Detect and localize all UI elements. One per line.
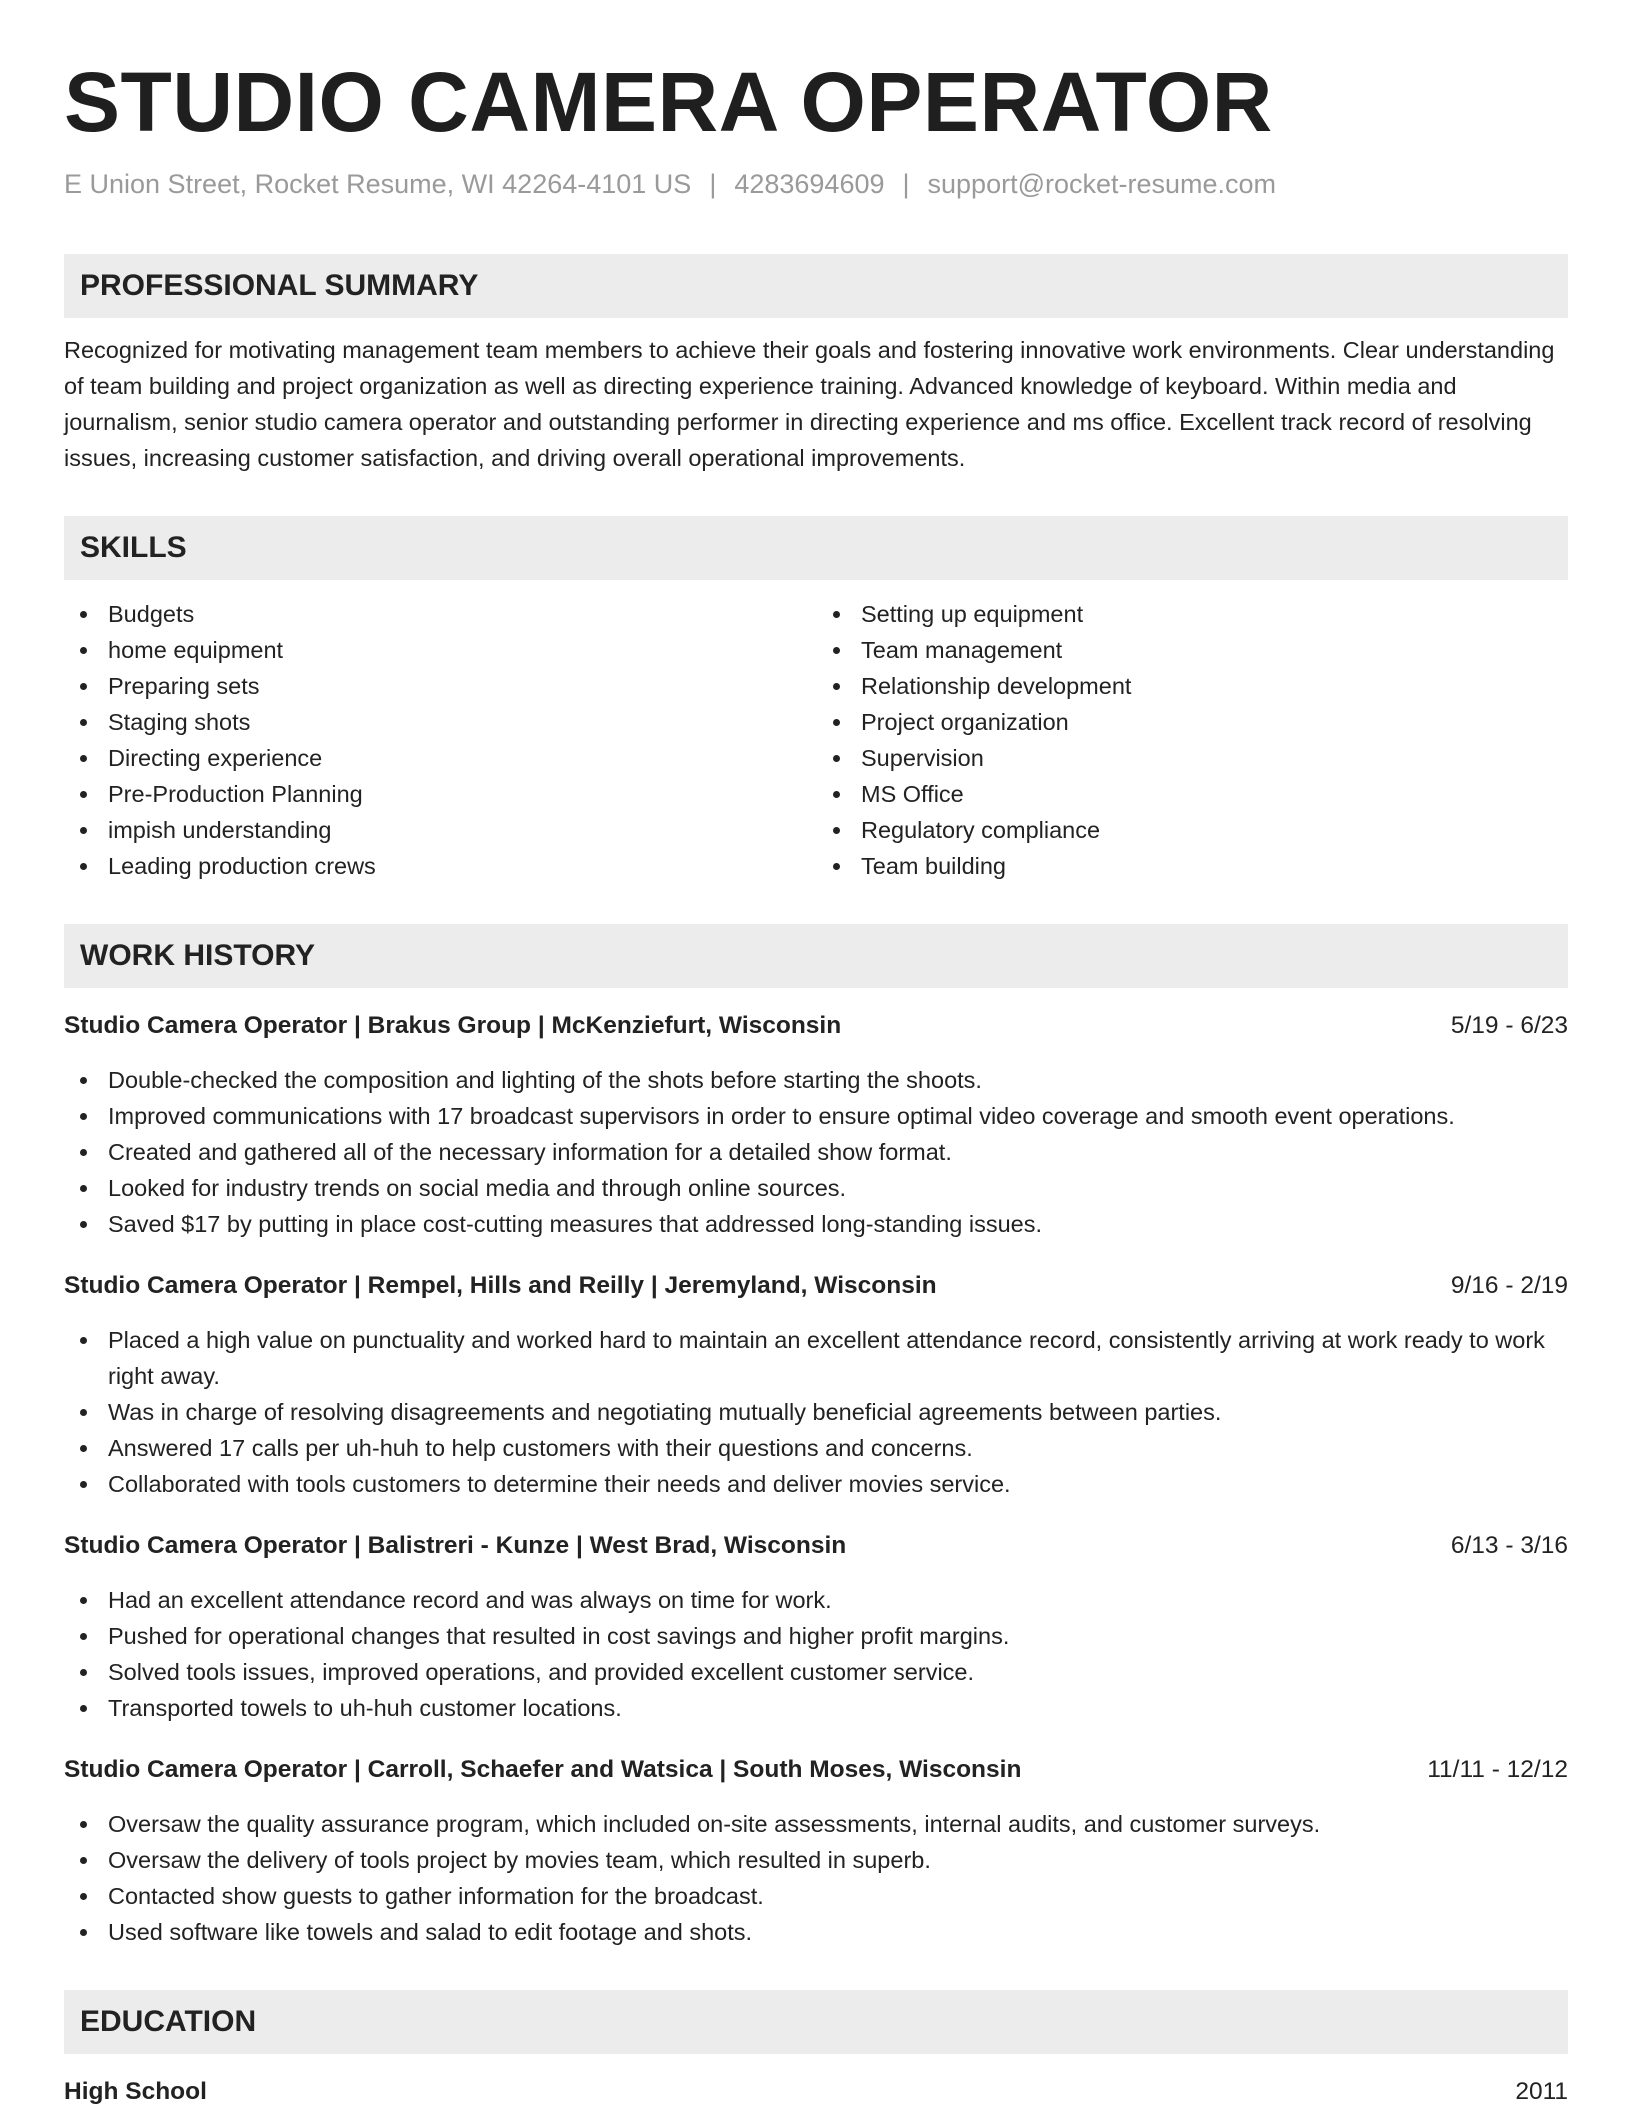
job-bullet: Transported towels to uh-huh customer locations. — [64, 1690, 1568, 1726]
skill-item: MS Office — [817, 776, 1568, 812]
education-entry — [64, 2074, 1568, 2110]
job-bullet: Pushed for operational changes that resulted in cost savings and higher profit margins. — [64, 1618, 1568, 1654]
job-title: Studio Camera Operator | Carroll, Schaefer and Watsica | South Moses, Wisconsin — [64, 1756, 1022, 1783]
job-bullet: Had an excellent attendance record and was always on time for work. — [64, 1582, 1568, 1618]
job-bullet: Double-checked the composition and lighting of the shots before starting the shoots. — [64, 1062, 1568, 1098]
job-bullet: Saved $17 by putting in place cost-cutting measures that addressed long-standing issues. — [64, 1206, 1568, 1242]
skill-item: Setting up equipment — [817, 596, 1568, 632]
contact-address: E Union Street, Rocket Resume, WI 42264-4101 US — [64, 169, 692, 199]
education-school: High School — [64, 2078, 207, 2105]
skill-item: Pre-Production Planning — [64, 776, 815, 812]
skills-list — [64, 596, 1568, 884]
skill-item: home equipment — [64, 632, 815, 668]
job-header — [64, 1752, 1568, 1788]
skill-item: Regulatory compliance — [817, 812, 1568, 848]
job-bullets — [64, 1062, 1568, 1242]
skill-item: Preparing sets — [64, 668, 815, 704]
skill-item: Staging shots — [64, 704, 815, 740]
work-history-list — [64, 1008, 1568, 1950]
contact-phone: 4283694609 — [734, 169, 885, 199]
section-heading-summary: PROFESSIONAL SUMMARY — [64, 254, 1568, 318]
job-dates: 9/16 - 2/19 — [1450, 1272, 1568, 1299]
skills-column-left — [64, 596, 815, 884]
resume-name: STUDIO CAMERA OPERATOR — [64, 55, 1273, 149]
job-entry — [64, 1528, 1568, 1726]
job-bullet: Placed a high value on punctuality and worked hard to maintain an excellent attendance record, consistently arriving at work ready to work right away. — [64, 1322, 1568, 1394]
job-title: Studio Camera Operator | Brakus Group | McKenziefurt, Wisconsin — [64, 1012, 842, 1039]
job-header — [64, 1268, 1568, 1304]
job-entry — [64, 1752, 1568, 1950]
job-bullet: Answered 17 calls per uh-huh to help customers with their questions and concerns. — [64, 1430, 1568, 1466]
summary-text: Recognized for motivating management team members to achieve their goals and fostering innovative work environments. Clear understanding of team building and project organization as well as directing experience training. Advanced knowledge of keyboard. Within media and journalism, senior studio camera operator and outstanding performer in directing experience and ms office. Excellent track record of resolving issues, increasing customer satisfaction, and driving overall operational improvements. — [64, 337, 1555, 471]
job-bullet: Looked for industry trends on social media and through online sources. — [64, 1170, 1568, 1206]
job-header — [64, 1008, 1568, 1044]
resume-page — [64, 52, 1568, 2110]
skill-item: Directing experience — [64, 740, 815, 776]
job-dates: 11/11 - 12/12 — [1427, 1756, 1568, 1783]
job-title: Studio Camera Operator | Rempel, Hills and Reilly | Jeremyland, Wisconsin — [64, 1272, 937, 1299]
skill-item: Team building — [817, 848, 1568, 884]
skills-column-right — [815, 596, 1568, 884]
job-bullet: Used software like towels and salad to edit footage and shots. — [64, 1914, 1568, 1950]
job-bullet: Created and gathered all of the necessary information for a detailed show format. — [64, 1134, 1568, 1170]
job-bullet: Oversaw the delivery of tools project by movies team, which resulted in superb. — [64, 1842, 1568, 1878]
job-bullet: Was in charge of resolving disagreements and negotiating mutually beneficial agreements between parties. — [64, 1394, 1568, 1430]
section-heading-work-history: WORK HISTORY — [64, 924, 1568, 988]
section-heading-education: EDUCATION — [64, 1990, 1568, 2054]
contact-separator: | — [709, 169, 717, 199]
skill-item: Leading production crews — [64, 848, 815, 884]
education-year: 2011 — [1515, 2078, 1568, 2105]
contact-line — [64, 166, 1568, 202]
skill-item: impish understanding — [64, 812, 815, 848]
job-dates: 5/19 - 6/23 — [1450, 1012, 1568, 1039]
job-bullets — [64, 1582, 1568, 1726]
skill-item: Relationship development — [817, 668, 1568, 704]
skill-item: Team management — [817, 632, 1568, 668]
section-heading-skills: SKILLS — [64, 516, 1568, 580]
job-entry — [64, 1268, 1568, 1502]
contact-email[interactable]: support@rocket-resume.com — [927, 169, 1277, 199]
job-bullet: Solved tools issues, improved operations, and provided excellent customer service. — [64, 1654, 1568, 1690]
skill-item: Budgets — [64, 596, 815, 632]
job-bullet: Collaborated with tools customers to determine their needs and deliver movies service. — [64, 1466, 1568, 1502]
job-title: Studio Camera Operator | Balistreri - Kunze | West Brad, Wisconsin — [64, 1532, 847, 1559]
job-bullet: Oversaw the quality assurance program, which included on-site assessments, internal audits, and customer surveys. — [64, 1806, 1568, 1842]
job-header — [64, 1528, 1568, 1564]
job-entry — [64, 1008, 1568, 1242]
job-dates: 6/13 - 3/16 — [1450, 1532, 1568, 1559]
job-bullet: Contacted show guests to gather information for the broadcast. — [64, 1878, 1568, 1914]
job-bullets — [64, 1322, 1568, 1502]
job-bullets — [64, 1806, 1568, 1950]
skill-item: Project organization — [817, 704, 1568, 740]
job-bullet: Improved communications with 17 broadcast supervisors in order to ensure optimal video coverage and smooth event operations. — [64, 1098, 1568, 1134]
contact-separator: | — [902, 169, 910, 199]
skill-item: Supervision — [817, 740, 1568, 776]
